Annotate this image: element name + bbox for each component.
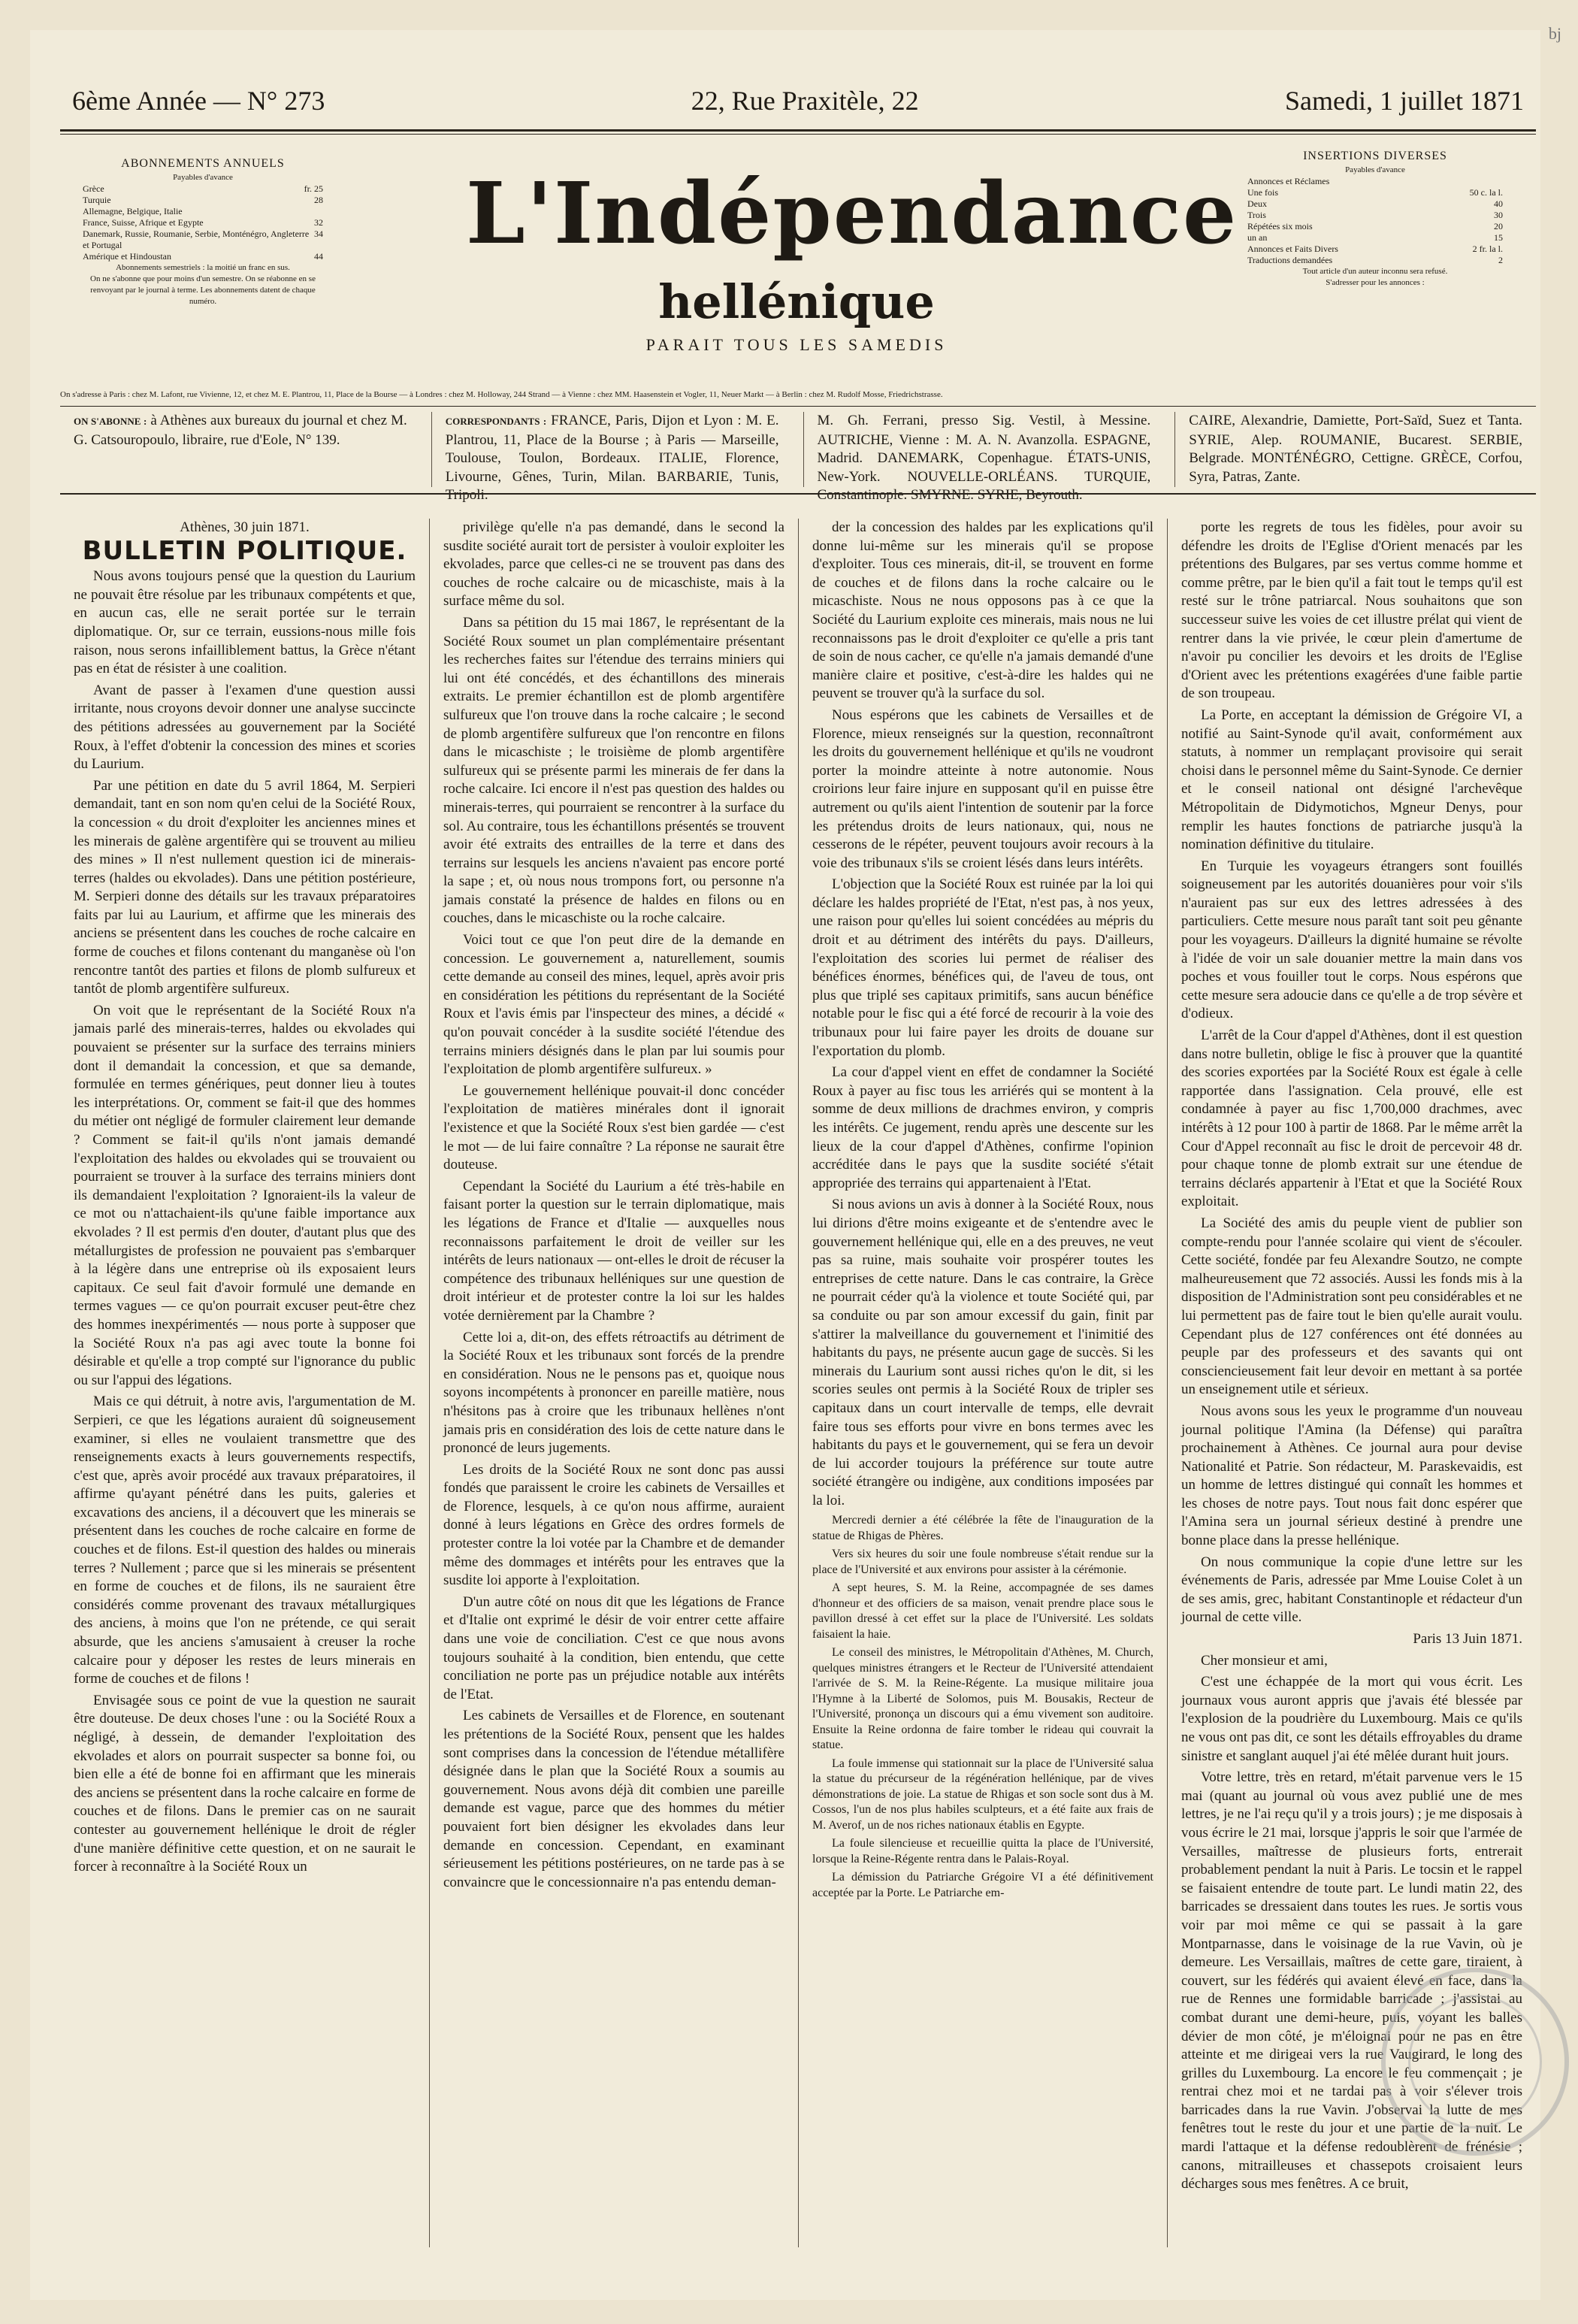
article-paragraph: Cher monsieur et ami, (1201, 1652, 1328, 1669)
subscriptions-label: Grèce (83, 183, 104, 194)
article-paragraph: On nous communique la copie d'une lettre sur les événements de Paris, adressée par Mme Louise Colet à un de ses amis, grec, habitant Constantinople et rédacteur d'un journal de cette ville. (1181, 1554, 1522, 1626)
agents-heading: CORRESPONDANTS : (445, 416, 547, 427)
article-paragraph: La Société des amis du peuple vient de publier son compte-rendu pour l'année scolaire qui vient de s'écouler. Cette société, fondée par feu Alexandre Soutzo, ne compte malheureusement que 72 associés. Aussi les fonds mis à la disposition de l'Administration sont peu considérables et ne lui permettent pas de faire tout le bien qu'elle aurait voulu. Cependant plus de 127 conférences ont été données au peuple par des professeurs et des savants qui ont consciencieusement fait leur devoir en mettant à sa portée un enseignement utile et sérieux. (1181, 1215, 1522, 1398)
bulletin-heading: BULLETIN POLITIQUE. (82, 535, 407, 566)
subscriptions-label: Turquie (83, 195, 111, 205)
subscriptions-row (83, 251, 323, 262)
subscriptions-label: Amérique et Hindoustan (83, 251, 171, 262)
insertions-row (1247, 198, 1503, 210)
newspaper-subtitle: hellénique (658, 274, 935, 329)
insertions-price: 15 (1494, 232, 1503, 243)
columns-rule (60, 493, 1536, 495)
agents-text: FRANCE, Paris, Dijon et Lyon : M. E. Plantrou, 11, Place de la Bourse ; à Paris — Marseille, Toulouse, Toulon, Bordeaux. ITALIE, Florence, Livourne, Gênes, Turin, Milan. BARBARIE, Tunis, Tripoli. (445, 413, 779, 504)
top-rule (60, 129, 1536, 132)
agents-column (431, 412, 793, 504)
agents-text: à Athènes aux bureaux du journal et chez M. G. Catsouropoulo, libraire, rue d'Eole, N° 139. (74, 413, 407, 448)
subscriptions-label: France, Suisse, Afrique et Egypte (83, 217, 204, 228)
insertions-label: Une fois (1247, 187, 1278, 198)
insertions-price: 2 (1498, 255, 1503, 265)
article-paragraph: Paris 13 Juin 1871. (1413, 1631, 1522, 1648)
subscriptions-title: ABONNEMENTS ANNUELS (121, 157, 285, 170)
agents-heading: ON S'ABONNE : (74, 416, 147, 427)
insertions-row (1247, 210, 1503, 221)
insertions-row (1247, 244, 1503, 255)
agents-column (1174, 412, 1536, 487)
article-paragraph: Les droits de la Société Roux ne sont donc pas aussi fondés que paraissent le croire les cabinets de Versailles et de Florence, lesquels, à ce qu'on nous affirme, auraient donné à leurs légations en Grèce des ordres formels de protester contre la loi votée par la Chambre et de demander même des dommages et intérêts pour les entraves que la susdite loi apporte à l'exploitation. (443, 1461, 784, 1589)
article-paragraph: La foule silencieuse et recueillie quitta la place de l'Université, lorsque la Reine-Régente rentra dans le Palais-Royal. (812, 1837, 1153, 1866)
article-paragraph: C'est une échappée de la mort qui vous écrit. Les journaux vous auront appris que j'avais été blessée par l'explosion de la poudrière du Luxembourg. Mais ce qu'ils ne vous ont pas dit, ce sont les détails effroyables du drame sinistre et sanglant auquel j'ai été mêlée durant huit jours. (1181, 1674, 1522, 1764)
insertions-label: Trois (1247, 210, 1266, 220)
insertions-row (1247, 176, 1503, 187)
agents-text: M. Gh. Ferrani, presso Sig. Vestil, à Messine. AUTRICHE, Vienne : M. A. N. Avanzolla. ESPAGNE, Madrid. DANEMARK, Copenhague. ÉTATS-UNIS, New-York. NOUVELLE-ORLÉANS. TURQUIE, Constantinople. SMYRNE. SYRIE, Beyrouth. (817, 413, 1151, 504)
insertions-label: Répétées six mois (1247, 221, 1313, 231)
insertions-price: 20 (1494, 221, 1503, 231)
column-2 (429, 519, 798, 2247)
margin-mark: bj (1548, 24, 1561, 43)
article-paragraph: Cependant la Société du Laurium a été très-habile en faisant porter la question sur le terrain diplomatique, mais les légations de France et d'Italie — auxquelles nous reconnaissons parfaitement le droit de veiller sur les intérêts de leurs nationaux — ont-elles le droit de récuser la compétence des tribunaux helléniques sur une question de droit intérieur et de protester contre la loi sur les haldes votée dernièrement par la Chambre ? (443, 1178, 784, 1324)
article-paragraph: La Porte, en acceptant la démission de Grégoire VI, a notifié au Saint-Synode qu'il avait, conformément aux statuts, à nommer un remplaçant provisoire qui serait choisi dans le personnel même du Saint-Synode. Ce dernier et le conseil national ont désigné l'archevêque Métropolitain de Didymotichos, Mgneur Denys, pour remplir les hautes fonctions de patriarche jusqu'à la nomination définitive du titulaire. (1181, 707, 1522, 853)
article-paragraph: L'arrêt de la Cour d'appel d'Athènes, dont il est question dans notre bulletin, oblige le fisc à prouver que la quantité des scories exportées par la Société Roux est égale à celle rapportée dans l'assignation. Cela prouvé, elle est condamnée à payer au fisc 1,700,000 drachmes, avec intérêts à 12 pour 100 à partir de 1868. Par le même arrêt la Cour d'Appel reconnaît au fisc le droit de percevoir 48 dr. pour chaque tonne de plomb extrait sur une étendue de terrains déclarés appartenir à l'Etat et que la Société Roux exploitait. (1181, 1027, 1522, 1210)
subscriptions-price: 28 (314, 195, 323, 205)
masthead (466, 165, 1238, 355)
article-paragraph: D'un autre côté on nous dit que les légations de France et d'Italie ont exprimé le désir de voir entrer cette affaire dans une voie de conciliation. C'est ce que nous avons toujours souhaité à la condition, bien entendu, que cette conciliation ne porte pas un préjudice notable aux intérêts de l'Etat. (443, 1593, 784, 1702)
article-paragraph: Nous avons toujours pensé que la question du Laurium ne pouvait être résolue par les tribunaux compétents et que, en aucun cas, elle ne serait portée sur le terrain diplomatique. Or, sur ce terrain, eussions-nous mille fois raison, nous serons infailliblement battus, la Grèce n'étant pas en état de résister à une coalition. (74, 568, 416, 677)
issue-line (72, 78, 1524, 123)
agents-column (803, 412, 1165, 504)
article-paragraph: porte les regrets de tous les fidèles, pour avoir su défendre les droits de l'Eglise d'Orient menacés par les prétentions des Bulgares, par ses vertus comme homme et comme prêtre, par le bien qu'il a fait tout le temps qu'il est resté sur le trône patriarcal. Nous souhaitons que son successeur suive les voies de cet illustre prélat qui vient de rentrer dans la vie privée, le cœur plein d'amertume de n'avoir pu concilier les devoirs et les droits de l'Eglise d'Orient avec les prétentions exagérées d'une faible partie de son troupeau. (1181, 519, 1522, 702)
article-paragraph: Voici tout ce que l'on peut dire de la demande en concession. Le gouvernement a, naturellement, soumis cette demande au conseil des mines, lequel, après avoir pris en considération les pétitions du représentant de la Société Roux et l'avis émis par l'inspecteur des mines, a décidé « qu'on pouvait concéder à la susdite société l'étendue des terrains miniers désignés dans le plan par lui soumis pour l'exploitation de plomb argentifère sulfureux. » (443, 932, 784, 1078)
agents-column (60, 412, 421, 487)
insertions-note: Tout article d'un auteur inconnu sera refusé. (1302, 267, 1448, 276)
subscriptions-row (83, 228, 323, 251)
insertions-box (1247, 150, 1503, 289)
article-columns (60, 519, 1536, 2247)
insertions-label: un an (1247, 232, 1268, 243)
article-paragraph: Le gouvernement hellénique pouvait-il donc concéder l'exploitation de matières minérales dont il ignorait l'existence et que la Société Roux s'est bien gardée — c'est le mot — de lui faire connaître ? La réponse ne saurait être douteuse. (443, 1082, 784, 1173)
article-paragraph: Nous espérons que les cabinets de Versailles et de Florence, mieux renseignés sur la question, reconnaîtront les droits du gouvernement hellénique et qu'ils ne voudront porter la moindre atteinte à notre autonomie. Nous croirions leur faire injure en supposant qu'il en puisse être autrement ou qu'ils aient l'intention de soutenir par la force les prétendus droits de leurs nationaux, qui, nous ne cesserons de le répéter, peuvent toujours avoir recours à la voie des tribunaux s'ils se croient lésés dans leurs intérêts. (812, 707, 1153, 871)
article-paragraph: Avant de passer à l'examen d'une question aussi irritante, nous croyons devoir donner une analyse succincte des pétitions adressées au gouvernement par la Société Roux, à l'effet d'obtenir la concession des mines et scories du Laurium. (74, 682, 416, 773)
subscriptions-note-2: On ne s'abonne que pour moins d'un semestre. On se réabonne en se renvoyant par le journal à terme. Les abonnements datent de chaque numéro. (90, 274, 316, 306)
insertions-label: Annonces et Réclames (1247, 176, 1330, 186)
subscriptions-price: 44 (314, 251, 323, 262)
dateline: Athènes, 30 juin 1871. (180, 519, 310, 535)
agents-rule (60, 406, 1536, 407)
insertions-title: INSERTIONS DIVERSES (1303, 150, 1447, 162)
column-1 (60, 519, 429, 2247)
library-stamp (1381, 1968, 1569, 2156)
subscriptions-price: 32 (314, 217, 323, 228)
office-address: 22, Rue Praxitèle, 22 (691, 86, 919, 116)
subscriptions-row (83, 183, 323, 195)
newspaper-title: L'Indépendance (466, 165, 1238, 263)
article-paragraph: privilège qu'elle n'a pas demandé, dans le second la susdite société aurait tort de persister à vouloir exploiter les ekvolades, parce que celles-ci ne se trouvent pas dans des couches de roche calcaire ou de micaschiste, mais à la surface même du sol. (443, 519, 784, 610)
subscriptions-row (83, 195, 323, 206)
subscriptions-note: Abonnements semestriels : la moitié un franc en sus. (116, 263, 290, 272)
subscriptions-row (83, 217, 323, 228)
column-3 (798, 519, 1167, 2247)
insertions-row (1247, 232, 1503, 244)
insertions-note-2: S'adresser pour les annonces : (1326, 278, 1425, 287)
article-paragraph: La démission du Patriarche Grégoire VI a été définitivement acceptée par la Porte. Le Patriarche em- (812, 1871, 1153, 1899)
subscriptions-label: Allemagne, Belgique, Italie (83, 206, 183, 216)
insertions-price: 30 (1494, 210, 1503, 220)
article-paragraph: Mercredi dernier a été célébrée la fête de l'inauguration de la statue de Rhigas de Phères. (812, 1514, 1153, 1542)
issue-number: 6ème Année — N° 273 (72, 86, 325, 116)
article-paragraph: L'objection que la Société Roux est ruinée par la loi qui déclare les haldes propriété de l'Etat, n'est pas, à nos yeux, une raison pour qu'elles lui soient concédées au mépris du droit et au détriment des intérêts du pays. D'ailleurs, l'exploitation des scories lui permet de réaliser des bénéfices énormes, bénéfices qui, de l'aveu de tous, ont plus que triplé ses capitaux primitifs, sans aucun bénéfice notable pour le fisc qui a été forcé de recourir à la voie des tribunaux pour lui faire payer les droits de douane sur l'exportation du plomb. (812, 876, 1153, 1059)
subscriptions-box (83, 158, 323, 307)
insertions-price: 50 c. la l. (1469, 187, 1503, 198)
article-paragraph: La foule immense qui stationnait sur la place de l'Université salua la statue du précurseur de la régénération hellénique, par de vives démonstrations de joie. La statue de Rhigas et son socle sont dus à M. Cossos, l'un de nos plus habiles sculpteurs, et a été faite aux frais de M. Averof, un de nos riches nationaux établis en Egypte. (812, 1757, 1153, 1832)
article-paragraph: Par une pétition en date du 5 avril 1864, M. Serpieri demandait, tant en son nom qu'en celui de la Société Roux, la concession « du droit d'exploiter les anciennes mines et les minerais de galène argentifère qui se trouvent au milieu des mines » Il n'est nullement question ici de minerais-terres (haldes ou ekvolades). Dans une pétition postérieure, M. Serpieri donne des détails sur les travaux préparatoires faits par lui au Laurium, et affirme que les minerais des anciens se présentent dans les couches de roche calcaire en forme de couches et filons contenant du manganèse où l'on rencontre tantôt des parties et filons de plomb sulfureux et tantôt de plomb argentifère sulfureux. (74, 777, 416, 997)
article-paragraph: Les cabinets de Versailles et de Florence, en soutenant les prétentions de la Société Roux, pensent que les haldes sont comprises dans la concession de l'étendue métallifère désignée dans le plan que la Société Roux a soumis au gouvernement. Nous avons déjà dit combien une pareille demande est vague, parce que des hommes du métier pouvaient fort bien désigner les ekvolades dans leur demande en concession. Cependant, en examinant sérieusement les pétitions postérieures, on ne tarde pas à se convaincre que le concessionnaire n'a pas entendu deman- (443, 1708, 784, 1890)
article-paragraph: Nous avons sous les yeux le programme d'un nouveau journal politique l'Amina (la Défense) qui paraîtra prochainement à Athènes. Ce journal aura pour devise Nationalité et Patrie. Son rédacteur, M. Paraskevaidis, est un homme de lettres distingué qui connaît les hommes et les choses de notre pays. Tout nous fait donc espérer que l'Amina sera un journal sérieux destiné à prendre une bonne place dans la presse hellénique. (1181, 1403, 1522, 1549)
insertions-price: 40 (1494, 198, 1503, 209)
issue-date: Samedi, 1 juillet 1871 (1285, 86, 1524, 116)
insertions-label: Traductions demandées (1247, 255, 1333, 265)
top-rule-thin (60, 134, 1536, 135)
subscriptions-price: fr. 25 (304, 183, 323, 194)
article-paragraph: A sept heures, S. M. la Reine, accompagnée de ses dames d'honneur et des officiers de sa maison, venait prendre place sous le pavillon dressé à cet effet sur la place de l'Université. Les soldats faisaient la haie. (812, 1581, 1153, 1641)
article-paragraph: der la concession des haldes par les explications qu'il donne lui-même sur les minerais qu'il se propose d'exploiter. Tous ces minerais, dit-il, se trouvent en forme de couches et de filons dans la roche calcaire ou le micaschiste. Nous ne nous opposons pas à ce que la Société du Laurium exploite ces minerais, mais nous ne lui reconnaissons pas le droit d'exploiter ce qu'elle a pris tant de soin de nous cacher, ce qu'elle n'a jamais demandé d'une manière claire et positive, c'est-à-dire les haldes qui ne peuvent se trouver qu'à la surface du sol. (812, 519, 1153, 702)
article-paragraph: On voit que le représentant de la Société Roux n'a jamais parlé des minerais-terres, haldes ou ekvolades qui pouvaient se présenter sur la surface des terrains miniers dont il demandait la concession, et que sa demande, formulée en termes génériques, peut donner lieu à toutes les interprétations. Or, comment se fait-il que des hommes du métier ont négligé de formuler clairement leur demande ? Comment se fait-il qu'ils n'ont jamais demandé l'exploitation des haldes ou ekvolades qui se trouvaient ou pourraient se trouver à la surface des terrains miniers dont ils demandaient l'exploitation ? Ignoraient-ils la valeur de ce mot ou n'attachaient-ils qu'une faible importance aux ekvolades ? Il est permis d'en douter, d'autant plus que des métallurgistes de profession ne pouvaient pas s'embarquer à la légère dans une entreprise où ils exposaient leurs capitaux. Ce seul fait d'avoir formulé une demande en termes vagues — ce qu'on pourrait excuser peut-être chez des hommes inexpérimentés — nous porte à supposer que la Société Roux n'a pas agi avec toute la bonne foi désirable et qu'elle a trop compté sur l'ignorance du public ou sur l'appui des légations. (74, 1002, 416, 1388)
agents-section (60, 412, 1536, 504)
agents-text: CAIRE, Alexandrie, Damiette, Port-Saïd, Suez et Tanta. SYRIE, Alep. ROUMANIE, Bucarest. SERBIE, Belgrade. MONTÉNÉGRO, Cettigne. GRÈCE, Corfou, Syra, Patras, Zante. (1189, 413, 1522, 485)
article-paragraph: Cette loi a, dit-on, des effets rétroactifs au détriment de la Société Roux et les tribunaux sont forcés de la prendre en considération. Nous ne le pensons pas et, quoique nous soyons incompétents à prononcer en pareille matière, nous n'hésitons pas à croire que les tribunaux hellènes n'ont jamais pris en considération des lois de cette nature dans le prononcé de leurs jugements. (443, 1329, 784, 1457)
article-paragraph: Le conseil des ministres, le Métropolitain d'Athènes, M. Church, quelques ministres étrangers et le Recteur de l'Université attendaient l'arrivée de S. M. la Reine-Régente. La musique militaire joua l'Hymne à la Liberté de Solomos, puis M. Bousakis, Recteur de l'Université, prononça un discours qui a ému vivement son auditoire. Ensuite la Reine ordonna de faire tomber le rideau qui couvrait la statue. (812, 1646, 1153, 1752)
insertions-row (1247, 255, 1503, 266)
publication-frequency: PARAIT TOUS LES SAMEDIS (645, 335, 948, 354)
insertions-row (1247, 187, 1503, 198)
insertions-label: Annonces et Faits Divers (1247, 244, 1338, 254)
article-paragraph: Vers six heures du soir une foule nombreuse s'était rendue sur la place de l'Université et aux environs pour assister à la cérémonie. (812, 1548, 1153, 1576)
article-paragraph: Envisagée sous ce point de vue la question ne saurait être douteuse. De deux choses l'une : ou la Société Roux a négligé, à dessein, de demander l'exploitation des ekvolades et alors on pourrait suspecter sa bonne foi, ou bien elle a été de bonne foi en affirmant que les minerais des anciens se présentent dans la roche calcaire en forme de couches et de filons. Dans le premier cas on ne saurait contester au gouvernement hellénique le droit de régler d'une manière définitive cette question, et on ne saurait le forcer à reconnaître à la Société Roux un (74, 1692, 416, 1875)
article-paragraph: Votre lettre, très en retard, m'était parvenue vers le 15 mai (quant au journal où vous avez publié une de mes lettres, je ne l'ai reçu qu'il y a trois jours) ; je me disposais à vous écrire le 21 mai, lorsque j'appris le soir que l'armée de Versailles, maîtresse de plusieurs forts, entrerait probablement pendant la nuit à Paris. Le tocsin et le rappel se faisaient entendre de toute part. Le lundi matin 22, des barricades se dressaient dans toutes les rues. Je sortis vous voir par moi même ce qui se passait à la gare Montparnasse, dans le voisinage de la rue Vavin, où je demeure. Les Versaillais, maîtres de cette gare, tiraient, à couvert, sur les fédérés qui avaient élevé en face, dans la rue de Rennes une formidable barricade ; j'assistai au combat durant une demi-heure, puis, voyant les balles dévier de mon côté, je m'éloignai pour ne pas en être atteinte et me dirigeai vers la rue Vaugirard, le long des grilles du Luxembourg. La encore le feu commençait ; je rentrai chez moi et ne tardai pas à voir s'élever trois barricades dans la rue Vavin. J'observai la lutte de mes fenêtres tout le reste du jour et une partie de la nuit. Le mardi l'attaque et la défense redoublèrent de frénésie ; canons, mitrailleuses et chassepots croisaient leurs décharges sous mes fenêtres. A ce bruit, (1181, 1769, 1522, 2192)
subscribe-info: On s'adresse à Paris : chez M. Lafont, rue Vivienne, 12, et chez M. E. Plantrou, 11, Place de la Bourse — à Londres : chez M. Holloway, 244 Strand — à Vienne : chez MM. Haasenstein et Vogler, 11, Neuer Markt — à Berlin : chez M. Rudolf Mosse, Friedrichstrasse. (60, 390, 943, 399)
insertions-price: 2 fr. la l. (1472, 244, 1503, 254)
subscriptions-label: Danemark, Russie, Roumanie, Serbie, Monténégro, Angleterre et Portugal (83, 228, 310, 250)
insertions-label: Deux (1247, 198, 1267, 209)
article-paragraph: Dans sa pétition du 15 mai 1867, le représentant de la Société Roux soumet un plan complémentaire présentant les recherches faites sur l'étendue des terrains miniers qui lui ont été concédés, et des échantillons des minerais extraits. Le premier échantillon est de plomb argentifère sulfureux que l'on trouve dans la roche calcaire ; le second de plomb argentifère sulfureux que l'on rencontre en filons dans le micaschiste ; le troisième de plomb argentifère sulfureux qui se présente parmi les minerais de fer dans la roche calcaire. Ici encore il n'est pas question des haldes ou minerais-terres, qui pourraient se rencontrer à la surface du sol. Au contraire, tous les échantillons présentés se trouvent avoir été extraits des entrailles de la terre et dans des terrains sur lesquels les anciens n'avaient pas encore porté la sape ; et, où nous nous trompons fort, ou personne n'a jamais constaté la présence de haldes en filons ou en couches, dans le micaschiste ou la roche calcaire. (443, 614, 784, 927)
subscriptions-row (83, 206, 323, 217)
article-paragraph: Si nous avions un avis à donner à la Société Roux, nous lui dirions d'être moins exigeante et de s'entendre avec le gouvernement hellénique qui, elle en a des preuves, ne veut pas sa ruine, mais souhaite voir prospérer toutes les entreprises de cette nature. Dans le cas contraire, la Grèce ne pourrait céder qu'à la violence et toute Société qui, par sa conduite ou par son amour excessif du gain, finit par s'attirer la malveillance du gouvernement et l'inimitié des habitants du pays, ne présente aucun gage de succès. Si les minerais du Laurium sont aussi riches qu'on le dit, si les scories seules ont permis à la Société Roux de tripler ses capitaux dans un court intervalle de temps, elle devrait faire tous ses efforts pour vivre en bons termes avec les habitants du pays et le gouvernement, qui se fera un devoir de lui accorder toujours la préférence sur toute autre société étrangère ou indigène, aux conditions imposées par la loi. (812, 1197, 1153, 1508)
insertions-row (1247, 221, 1503, 232)
article-paragraph: La cour d'appel vient en effet de condamner la Société Roux à payer au fisc tous les arriérés qui se montent à la somme de deux millions de drachmes environ, y compris les intérêts. Ce jugement, rendu après une descente sur les lieux de la cour d'appel d'Athènes, confirme l'opinion accréditée dans le pays que la susdite société s'était appropriée des terrains qui appartenaient à l'Etat. (812, 1064, 1153, 1191)
article-paragraph: Mais ce qui détruit, à notre avis, l'argumentation de M. Serpieri, ce que les légations auraient dû soigneusement examiner, si elles ne voulaient transmettre que des renseignements exacts à leurs gouvernements respectifs, c'est que, après avoir procédé aux travaux préparatoires, il affirme qu'ayant pénétré dans les puits, galeries et excavations des anciens, il a découvert que les minerais se présentent dans les couches de roche calcaire en forme de couches et de filons. Est-il question des haldes ou minerais terres ? Nullement ; parce que si les minerais se présentent en forme de couches et de filons, ils ne sauraient être considérés comme provenant des travaux métallurgiques des anciens, à moins que l'on ne prétende, ce qui serait absurde, que les anciens s'amusaient à creuser la roche calcaire pour y déposer les restes de leurs minerais en forme de couches et de filons ! (74, 1393, 416, 1687)
article-paragraph: En Turquie les voyageurs étrangers sont fouillés soigneusement par les autorités douanières pour voir s'ils n'auraient pas sur eux des lettres adressées à des particuliers. Cette mesure nous paraît tant soit peu gênante pour les voyageurs. D'ailleurs la dignité humaine se révolte à l'idée de voir un sale douanier mettre la main dans vos poches et vous fouiller tout le corps. Nous espérons que cette mesure sera adoucie dans ce qu'elle a de trop sévère et d'odieux. (1181, 858, 1522, 1022)
insertions-subtitle: Payables d'avance (1345, 165, 1405, 174)
subscriptions-price: 34 (314, 228, 323, 239)
subscriptions-subtitle: Payables d'avance (173, 173, 233, 182)
